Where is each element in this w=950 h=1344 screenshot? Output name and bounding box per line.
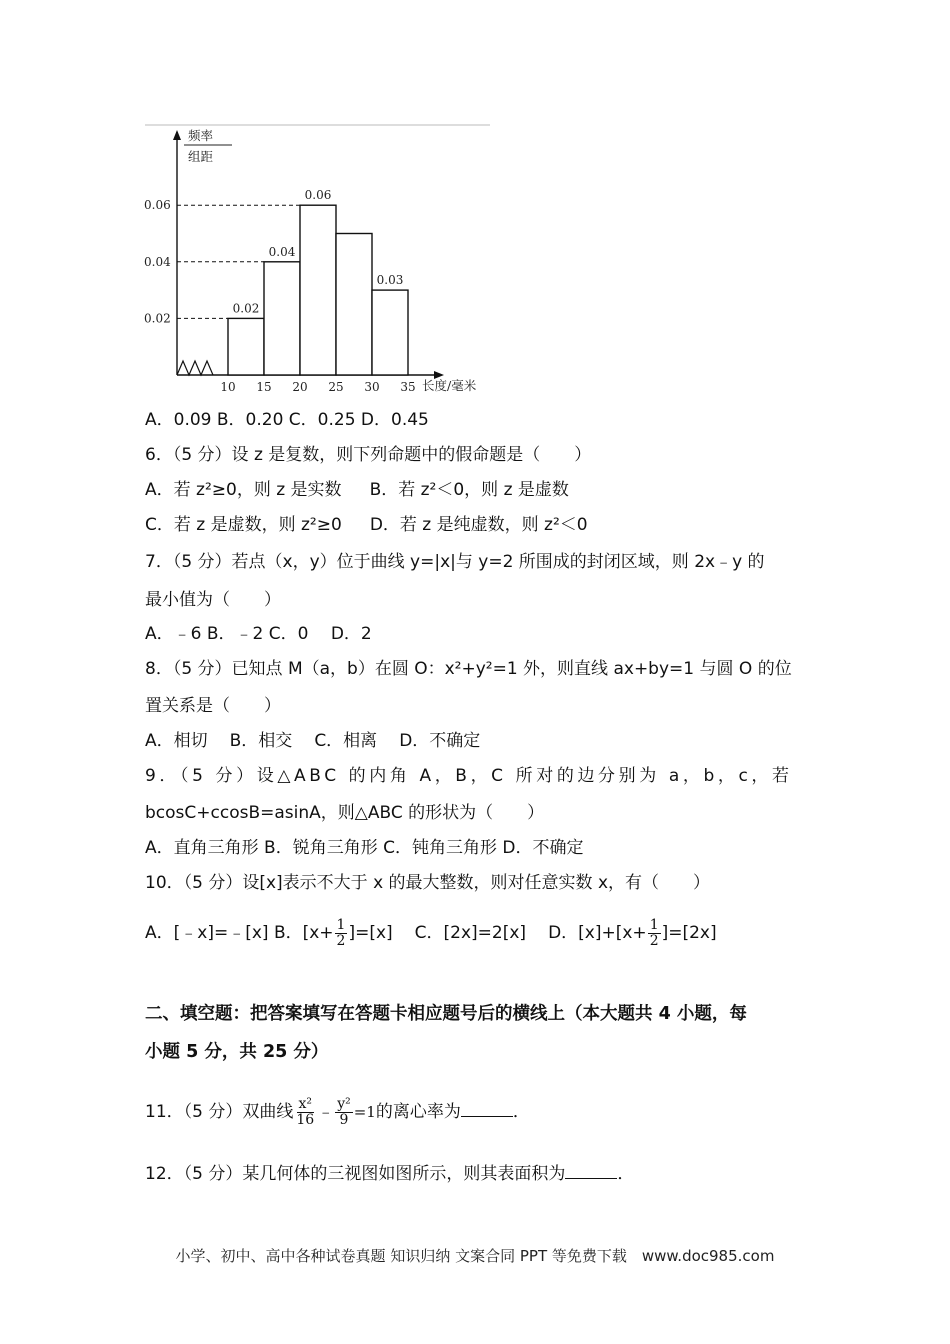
x-tick-label: 20 xyxy=(292,380,308,394)
q9-options: A．直角三角形 B．锐角三角形 C．钝角三角形 D．不确定 xyxy=(145,838,584,858)
q6-option-b: B．若 z²＜0，则 z 是虚数 xyxy=(369,480,569,500)
histogram-bar xyxy=(264,262,300,375)
half-fraction: $\frac{1}{2}$ xyxy=(649,916,659,949)
q10-options xyxy=(145,916,717,950)
histogram-chart xyxy=(140,118,520,398)
q10-stem: 10．（5 分）设[x]表示不大于 x 的最大整数，则对任意实数 x，有（ ） xyxy=(145,873,711,893)
y-label-bottom: 组距 xyxy=(188,149,214,164)
y-tick-label: 0.06 xyxy=(144,198,171,213)
y-label-top: 频率 xyxy=(188,128,214,143)
q9-stem-1: 9．（5 分）设△ABC 的内角 A，B，C 所对的边分别为 a，b，c，若 xyxy=(145,766,793,786)
histogram-bar xyxy=(228,318,264,375)
section2-heading-2: 小题 5 分，共 25 分） xyxy=(145,1042,329,1062)
q6-options-ab xyxy=(145,478,569,502)
histogram-bar xyxy=(300,205,336,375)
histogram-bar xyxy=(372,290,408,375)
q8-option-b: B．相交 xyxy=(229,731,293,751)
bar-value-label: 0.04 xyxy=(268,244,296,259)
section2-heading-1: 二、填空题：把答案填写在答题卡相应题号后的横线上（本大题共 4 小题，每 xyxy=(145,1004,747,1024)
bar-value-label: 0.03 xyxy=(376,273,404,288)
axis-break-zigzag xyxy=(177,361,213,375)
q8-options xyxy=(145,729,480,753)
half-fraction: $\frac{1}{2}$ xyxy=(336,916,346,949)
y-axis-arrow-icon xyxy=(173,130,181,140)
q6-option-d: D．若 z 是纯虚数，则 z²＜0 xyxy=(369,515,588,535)
q10-option-c: C．[2x]=2[x] xyxy=(414,923,527,943)
x-tick-label: 35 xyxy=(400,380,416,394)
x-squared-over-16: $\frac{\text{x²}}{16}$ xyxy=(296,1095,315,1128)
y-tick-label: 0.04 xyxy=(144,254,171,269)
q10-option-d: D．[x]+[x+ $\frac{1}{2}$ ]=[2x] xyxy=(548,916,717,949)
q8-stem-2: 置关系是（ ） xyxy=(145,696,281,716)
q6-options-cd xyxy=(145,513,588,537)
q8-option-a: A．相切 xyxy=(145,731,208,751)
x-tick-label: 25 xyxy=(328,380,344,394)
q12: 12．（5 分）某几何体的三视图如图所示，则其表面积为 ． xyxy=(145,1160,634,1186)
q6-option-a: A．若 z²≥0，则 z 是实数 xyxy=(145,480,342,500)
q9-stem-2: bcosC+ccosB=asinA，则△ABC 的形状为（ ） xyxy=(145,803,545,823)
q8-stem-1: 8．（5 分）已知点 M（a，b）在圆 O：x²+y²=1 外，则直线 ax+by=1 与圆 O 的位 xyxy=(145,659,792,679)
x-tick-label: 10 xyxy=(220,380,236,394)
q10-option-a: A．[﹣x]=﹣[x] xyxy=(145,923,269,943)
x-axis-label: 长度/毫米 xyxy=(422,378,477,393)
q8-option-d: D．不确定 xyxy=(399,731,481,751)
histogram-bar xyxy=(336,234,372,376)
x-tick-label: 15 xyxy=(256,380,272,394)
y-tick-label: 0.02 xyxy=(144,311,171,326)
q7-stem-1: 7．（5 分）若点（x，y）位于曲线 y=|x|与 y=2 所围成的封闭区域，则 2x﹣y 的 xyxy=(145,552,765,572)
q10-option-b: B．[x+ $\frac{1}{2}$ ]=[x] xyxy=(273,916,393,949)
q5-options: A．0.09 B．0.20 C．0.25 D．0.45 xyxy=(145,410,429,430)
q7-options: A．﹣6 B．﹣2 C．0 D．2 xyxy=(145,624,372,644)
bar-value-label: 0.02 xyxy=(232,301,260,316)
x-tick-label: 30 xyxy=(364,380,380,394)
answer-blank xyxy=(461,1098,513,1117)
bar-value-label: 0.06 xyxy=(304,188,332,203)
y-squared-over-9: $\frac{\text{y²}}{9}$ xyxy=(337,1095,351,1128)
answer-blank xyxy=(565,1160,617,1179)
q7-stem-2: 最小值为（ ） xyxy=(145,590,281,610)
q6-stem: 6．（5 分）设 z 是复数，则下列命题中的假命题是（ ） xyxy=(145,445,592,465)
q11: 11．（5 分）双曲线 $\frac{\text{x²}}{16}$ ﹣ $\frac{\text{y²}}{9}$ =1的离心率为 ． xyxy=(145,1095,530,1128)
q6-option-c: C．若 z 是虚数，则 z²≥0 xyxy=(145,515,342,535)
q8-option-c: C．相离 xyxy=(314,731,378,751)
footer: 小学、初中、高中各种试卷真题 知识归纳 文案合同 PPT 等免费下载 www.doc985.com xyxy=(175,1247,775,1265)
